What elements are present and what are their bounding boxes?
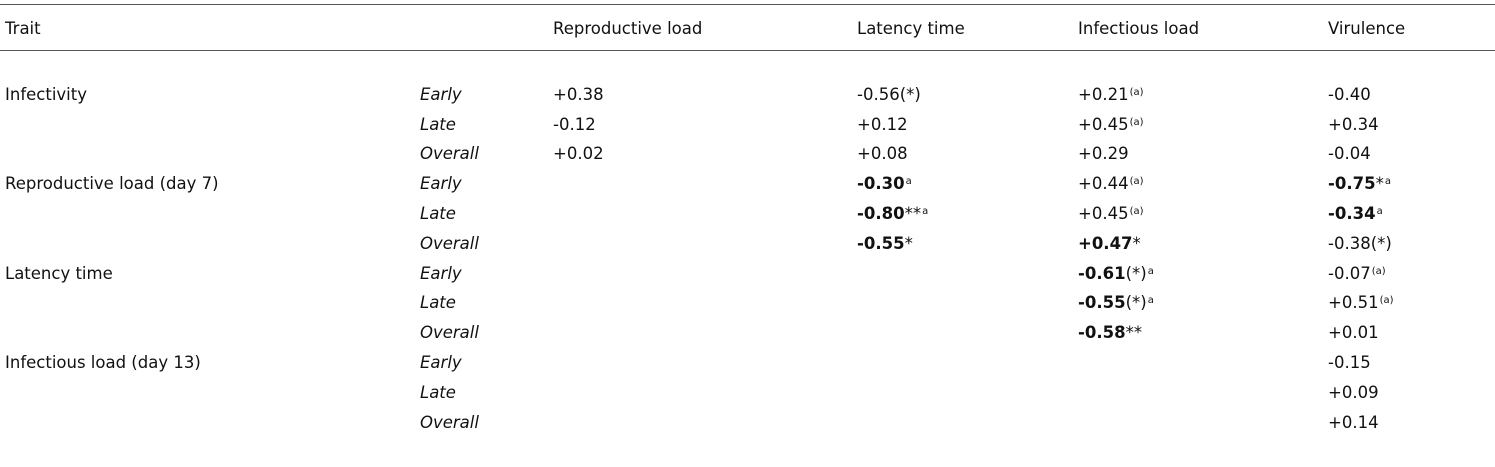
header-latency-time: Latency time [857, 19, 965, 38]
cell-virulence [1328, 233, 1392, 255]
cell-virulence [1328, 412, 1379, 434]
significance-marker: (*) [1125, 293, 1147, 312]
footnote-marker: a [1384, 176, 1391, 187]
cell-latency-time [857, 233, 913, 255]
footnote-marker: (a) [1129, 117, 1144, 128]
cell-virulence [1328, 114, 1379, 136]
correlation-value: +0.45 [1078, 204, 1129, 223]
cell-virulence [1328, 143, 1371, 165]
cell-latency-time [857, 114, 908, 136]
correlation-value: -0.58 [1078, 323, 1126, 342]
significance-marker: ** [1125, 323, 1143, 342]
row-phase-label: Overall [420, 413, 479, 432]
correlation-value: -0.30 [857, 174, 905, 193]
header-trait: Trait [5, 19, 41, 38]
header-infectious-load: Infectious load [1078, 19, 1200, 38]
significance-marker: ** [904, 204, 922, 223]
significance-marker: * [904, 234, 913, 253]
cell-infectious-load [1078, 84, 1144, 106]
correlation-value: +0.14 [1328, 413, 1379, 432]
cell-reproductive-load [553, 143, 604, 165]
correlation-value: +0.47 [1078, 234, 1133, 253]
cell-infectious-load [1078, 322, 1142, 344]
footnote-marker: (a) [1129, 206, 1144, 217]
correlation-value: +0.34 [1328, 115, 1379, 134]
correlation-value: +0.09 [1328, 383, 1379, 402]
correlation-value: -0.15 [1328, 353, 1371, 372]
row-trait-label: Reproductive load (day 7) [5, 174, 219, 193]
row-phase-label: Early [420, 174, 462, 193]
correlation-value: -0.04 [1328, 144, 1371, 163]
correlation-value: +0.44 [1078, 174, 1129, 193]
row-phase-label: Late [420, 204, 456, 223]
cell-latency-time [857, 173, 912, 195]
correlation-value: -0.12 [553, 115, 596, 134]
cell-virulence [1328, 352, 1371, 374]
correlation-value: -0.40 [1328, 85, 1371, 104]
significance-marker: (*) [1370, 234, 1392, 253]
row-phase-label: Early [420, 85, 462, 104]
row-trait-label: Infectious load (day 13) [5, 353, 201, 372]
cell-infectious-load [1078, 263, 1154, 285]
cell-latency-time [857, 84, 921, 106]
significance-marker: * [1375, 174, 1384, 193]
footnote-marker: a [1376, 206, 1383, 217]
significance-marker: * [1132, 234, 1141, 253]
cell-virulence [1328, 203, 1383, 225]
correlation-value: -0.55 [1078, 293, 1126, 312]
cell-infectious-load [1078, 114, 1144, 136]
footnote-marker: (a) [1129, 87, 1144, 98]
significance-marker: (*) [899, 85, 921, 104]
row-phase-label: Late [420, 293, 456, 312]
cell-reproductive-load [553, 84, 604, 106]
correlation-value: +0.38 [553, 85, 604, 104]
table-top-rule [0, 4, 1495, 5]
cell-infectious-load [1078, 233, 1141, 255]
correlation-value: +0.29 [1078, 144, 1129, 163]
correlation-value: -0.55 [857, 234, 905, 253]
footnote-marker: a [1147, 266, 1154, 277]
correlation-value: +0.21 [1078, 85, 1129, 104]
correlation-value: +0.02 [553, 144, 604, 163]
row-trait-label: Infectivity [5, 85, 87, 104]
cell-latency-time [857, 203, 928, 225]
correlation-value: -0.34 [1328, 204, 1376, 223]
footnote-marker: a [922, 206, 929, 217]
correlation-value: -0.07 [1328, 264, 1371, 283]
cell-virulence [1328, 322, 1379, 344]
footnote-marker: (a) [1379, 295, 1394, 306]
cell-infectious-load [1078, 143, 1129, 165]
footnote-marker: a [1147, 295, 1154, 306]
cell-reproductive-load [553, 114, 596, 136]
correlation-value: -0.75 [1328, 174, 1376, 193]
row-phase-label: Overall [420, 323, 479, 342]
header-virulence: Virulence [1328, 19, 1406, 38]
row-phase-label: Late [420, 383, 456, 402]
footnote-marker: (a) [1129, 176, 1144, 187]
cell-virulence [1328, 263, 1386, 285]
cell-virulence [1328, 84, 1371, 106]
row-phase-label: Early [420, 353, 462, 372]
cell-latency-time [857, 143, 908, 165]
correlation-value: -0.61 [1078, 264, 1126, 283]
correlation-value: +0.12 [857, 115, 908, 134]
cell-infectious-load [1078, 292, 1154, 314]
correlation-value: +0.08 [857, 144, 908, 163]
row-phase-label: Late [420, 115, 456, 134]
cell-infectious-load [1078, 203, 1144, 225]
cell-infectious-load [1078, 173, 1144, 195]
row-phase-label: Early [420, 264, 462, 283]
row-phase-label: Overall [420, 144, 479, 163]
row-phase-label: Overall [420, 234, 479, 253]
cell-virulence [1328, 382, 1379, 404]
header-rule [0, 50, 1495, 51]
correlation-value: -0.38 [1328, 234, 1371, 253]
correlation-value: +0.01 [1328, 323, 1379, 342]
header-reproductive-load: Reproductive load [553, 19, 703, 38]
cell-virulence [1328, 173, 1391, 195]
correlation-value: +0.51 [1328, 293, 1379, 312]
cell-virulence [1328, 292, 1394, 314]
significance-marker: (*) [1125, 264, 1147, 283]
footnote-marker: (a) [1371, 266, 1386, 277]
correlation-value: -0.80 [857, 204, 905, 223]
correlation-value: -0.56 [857, 85, 900, 104]
footnote-marker: a [905, 176, 912, 187]
row-trait-label: Latency time [5, 264, 113, 283]
correlation-value: +0.45 [1078, 115, 1129, 134]
